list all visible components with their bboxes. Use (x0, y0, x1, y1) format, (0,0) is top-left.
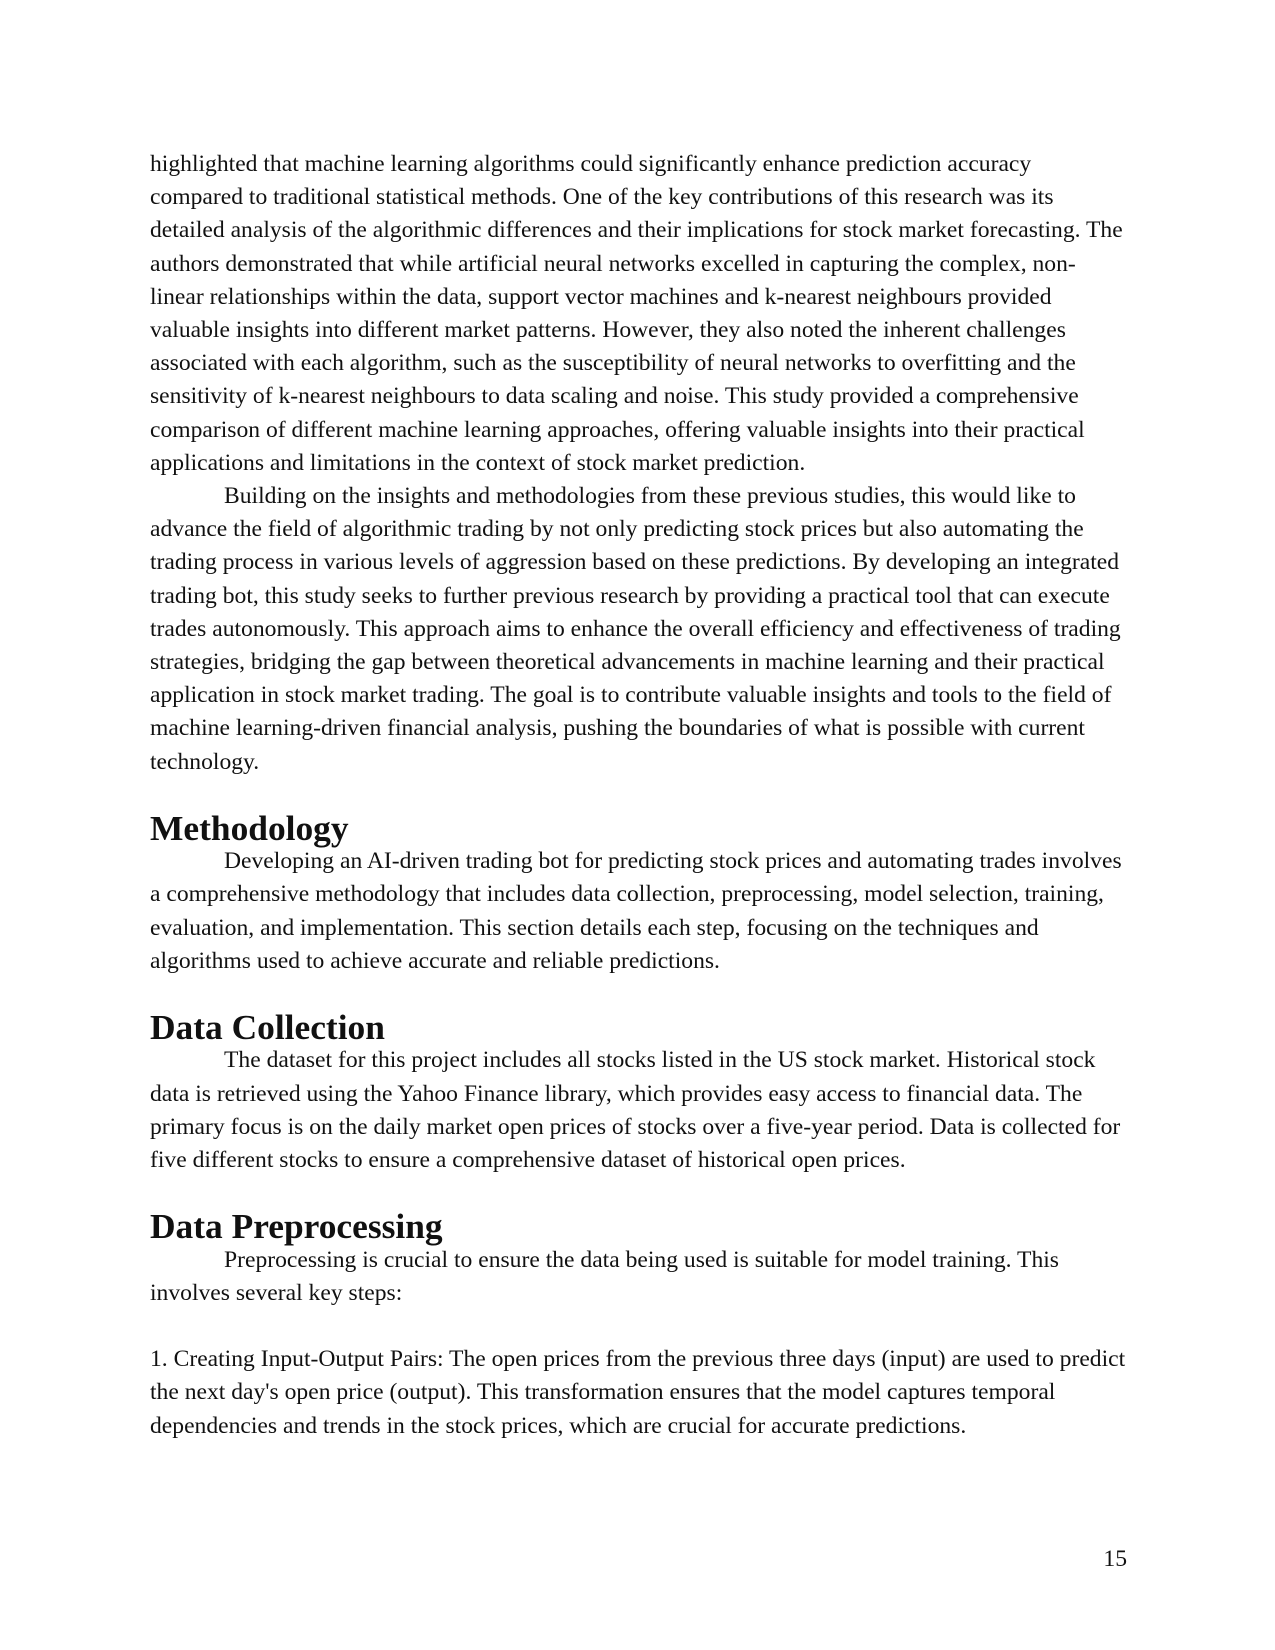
methodology-paragraph: Developing an AI-driven trading bot for predicting stock prices and automating trades involves a comprehensive methodology that includes data collection, preprocessing, model selection, training, evaluation, and implementation. This section details each step, focusing on the techniques and algorithms used to achieve accurate and reliable predictions. (150, 848, 1122, 974)
intro-paragraph-continued: highlighted that machine learning algorithms could significantly enhance prediction accuracy compared to traditional statistical methods. One of the key contributions of this research was its detailed analysis of the algorithmic differences and their implications for stock market forecasting. The authors demonstrated that while artificial neural networks excelled in capturing the complex, non-linear relationships within the data, support vector machines and k-nearest neighbours provided valuable insights into different market patterns. However, they also noted the inherent challenges associated with each algorithm, such as the susceptibility of neural networks to overfitting and the sensitivity of k-nearest neighbours to data scaling and noise. This study provided a comprehensive comparison of different machine learning approaches, offering valuable insights into their practical applications and limitations in the context of stock market prediction. (150, 151, 1123, 476)
data-collection-paragraph: The dataset for this project includes all stocks listed in the US stock market. Historical stock data is retrieved using the Yahoo Finance library, which provides easy access to financial data. The primary focus is on the daily market open prices of stocks over a five-year period. Data is collected for five different stocks to ensure a comprehensive dataset of historical open prices. (150, 1047, 1121, 1174)
page-body (150, 148, 1128, 1443)
data-preprocessing-heading: Data Preprocessing (150, 1206, 443, 1247)
data-preprocessing-paragraph: Preprocessing is crucial to ensure the data being used is suitable for model training. This involves several key steps: (150, 1246, 1059, 1306)
intro-paragraph-building: Building on the insights and methodologies from these previous studies, this would like to advance the field of algorithmic trading by not only predicting stock prices but also automating the trading process in various levels of aggression based on these predictions. By developing an integrated trading bot, this study seeks to further previous research by providing a practical tool that can execute trades autonomously. This approach aims to enhance the overall efficiency and effectiveness of trading strategies, bridging the gap between theoretical advancements in machine learning and their practical application in stock market trading. The goal is to contribute valuable insights and tools to the field of machine learning-driven financial analysis, pushing the boundaries of what is possible with current technology. (150, 483, 1121, 775)
spacer (150, 1310, 1128, 1343)
data-collection-heading: Data Collection (150, 1007, 385, 1048)
methodology-heading: Methodology (150, 808, 349, 849)
preprocessing-step-1: 1. Creating Input-Output Pairs: The open prices from the previous three days (input) are used to predict the next day's open price (output). This transformation ensures that the model captures temporal dependencies and trends in the stock prices, which are crucial for accurate predictions. (150, 1346, 1126, 1439)
page-number: 15 (1103, 1546, 1127, 1572)
